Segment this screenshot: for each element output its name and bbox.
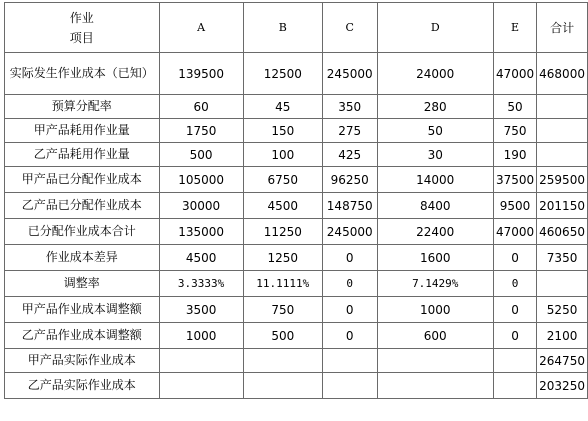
- cell-b: [243, 373, 322, 399]
- row-label: 实际发生作业成本（已知）: [5, 53, 160, 95]
- cell-total: 201150: [537, 193, 588, 219]
- column-header-c: C: [322, 3, 377, 53]
- cell-a: 500: [159, 143, 243, 167]
- cell-total: [537, 95, 588, 119]
- cell-b: 6750: [243, 167, 322, 193]
- cell-c: [322, 349, 377, 373]
- cell-d: 14000: [377, 167, 493, 193]
- cell-e: 0: [493, 297, 536, 323]
- cell-b: 12500: [243, 53, 322, 95]
- table-row: [5, 297, 588, 323]
- table-row: [5, 323, 588, 349]
- cell-d: 280: [377, 95, 493, 119]
- row-label: 作业成本差异: [5, 245, 160, 271]
- row-label: 乙产品已分配作业成本: [5, 193, 160, 219]
- cell-e: 50: [493, 95, 536, 119]
- table-row: [5, 143, 588, 167]
- cell-c: 275: [322, 119, 377, 143]
- cell-e: 9500: [493, 193, 536, 219]
- cell-d: 22400: [377, 219, 493, 245]
- row-label: 预算分配率: [5, 95, 160, 119]
- cell-c: 148750: [322, 193, 377, 219]
- cell-c: 350: [322, 95, 377, 119]
- cell-b: 45: [243, 95, 322, 119]
- cell-e: 47000: [493, 219, 536, 245]
- row-label: 甲产品作业成本调整额: [5, 297, 160, 323]
- cell-d: 1000: [377, 297, 493, 323]
- row-label: 甲产品已分配作业成本: [5, 167, 160, 193]
- table-row: [5, 193, 588, 219]
- table-row: [5, 95, 588, 119]
- cell-e: 0: [493, 245, 536, 271]
- table-row: [5, 219, 588, 245]
- cell-a: 60: [159, 95, 243, 119]
- cell-a: 1000: [159, 323, 243, 349]
- column-header-e: E: [493, 3, 536, 53]
- row-label: 乙产品作业成本调整额: [5, 323, 160, 349]
- table-row: [5, 119, 588, 143]
- cell-total: [537, 271, 588, 297]
- cell-e: 37500: [493, 167, 536, 193]
- cell-b: 150: [243, 119, 322, 143]
- cell-c: 0: [322, 323, 377, 349]
- column-header-b: B: [243, 3, 322, 53]
- cell-b: 11.1111%: [243, 271, 322, 297]
- cost-allocation-table: [4, 2, 588, 399]
- row-label: 乙产品实际作业成本: [5, 373, 160, 399]
- cell-b: 4500: [243, 193, 322, 219]
- row-label: 乙产品耗用作业量: [5, 143, 160, 167]
- cell-c: 425: [322, 143, 377, 167]
- column-header-total: 合计: [537, 3, 588, 53]
- cell-e: [493, 349, 536, 373]
- cell-b: [243, 349, 322, 373]
- header-row: [5, 3, 588, 53]
- corner-header-top: 作业: [69, 10, 94, 25]
- cell-e: 0: [493, 271, 536, 297]
- cell-a: [159, 373, 243, 399]
- row-label: 调整率: [5, 271, 160, 297]
- cell-a: 105000: [159, 167, 243, 193]
- cost-allocation-table-wrapper: [4, 2, 588, 399]
- cell-d: [377, 373, 493, 399]
- corner-header-bottom: 项目: [69, 30, 94, 45]
- cell-e: 190: [493, 143, 536, 167]
- cell-b: 750: [243, 297, 322, 323]
- cell-a: [159, 349, 243, 373]
- cell-a: 3500: [159, 297, 243, 323]
- table-row: [5, 271, 588, 297]
- corner-header-cell: [5, 3, 160, 53]
- cell-c: [322, 373, 377, 399]
- cell-d: 1600: [377, 245, 493, 271]
- cell-a: 139500: [159, 53, 243, 95]
- cell-d: 30: [377, 143, 493, 167]
- cell-c: 0: [322, 245, 377, 271]
- row-label: 甲产品耗用作业量: [5, 119, 160, 143]
- cell-total: 264750: [537, 349, 588, 373]
- cell-total: 460650: [537, 219, 588, 245]
- column-header-d: D: [377, 3, 493, 53]
- cell-c: 245000: [322, 53, 377, 95]
- cell-e: 750: [493, 119, 536, 143]
- cell-d: 50: [377, 119, 493, 143]
- cell-e: 0: [493, 323, 536, 349]
- cell-total: 468000: [537, 53, 588, 95]
- column-header-a: A: [159, 3, 243, 53]
- cell-c: 0: [322, 271, 377, 297]
- cell-total: 2100: [537, 323, 588, 349]
- cell-b: 11250: [243, 219, 322, 245]
- cell-a: 1750: [159, 119, 243, 143]
- table-row: [5, 245, 588, 271]
- table-row: [5, 349, 588, 373]
- cell-d: 7.1429%: [377, 271, 493, 297]
- cell-b: 100: [243, 143, 322, 167]
- cell-c: 96250: [322, 167, 377, 193]
- cell-e: [493, 373, 536, 399]
- table-body: [5, 3, 588, 399]
- cell-d: [377, 349, 493, 373]
- cell-total: [537, 119, 588, 143]
- cell-d: 8400: [377, 193, 493, 219]
- cell-a: 3.3333%: [159, 271, 243, 297]
- table-row: [5, 373, 588, 399]
- cell-d: 600: [377, 323, 493, 349]
- table-row: [5, 167, 588, 193]
- cell-c: 0: [322, 297, 377, 323]
- cell-a: 30000: [159, 193, 243, 219]
- cell-total: 7350: [537, 245, 588, 271]
- cell-a: 135000: [159, 219, 243, 245]
- cell-b: 1250: [243, 245, 322, 271]
- cell-c: 245000: [322, 219, 377, 245]
- cell-d: 24000: [377, 53, 493, 95]
- cell-total: [537, 143, 588, 167]
- row-label: 已分配作业成本合计: [5, 219, 160, 245]
- table-row: [5, 53, 588, 95]
- cell-b: 500: [243, 323, 322, 349]
- cell-total: 259500: [537, 167, 588, 193]
- cell-total: 203250: [537, 373, 588, 399]
- cell-e: 47000: [493, 53, 536, 95]
- cell-a: 4500: [159, 245, 243, 271]
- cell-total: 5250: [537, 297, 588, 323]
- row-label: 甲产品实际作业成本: [5, 349, 160, 373]
